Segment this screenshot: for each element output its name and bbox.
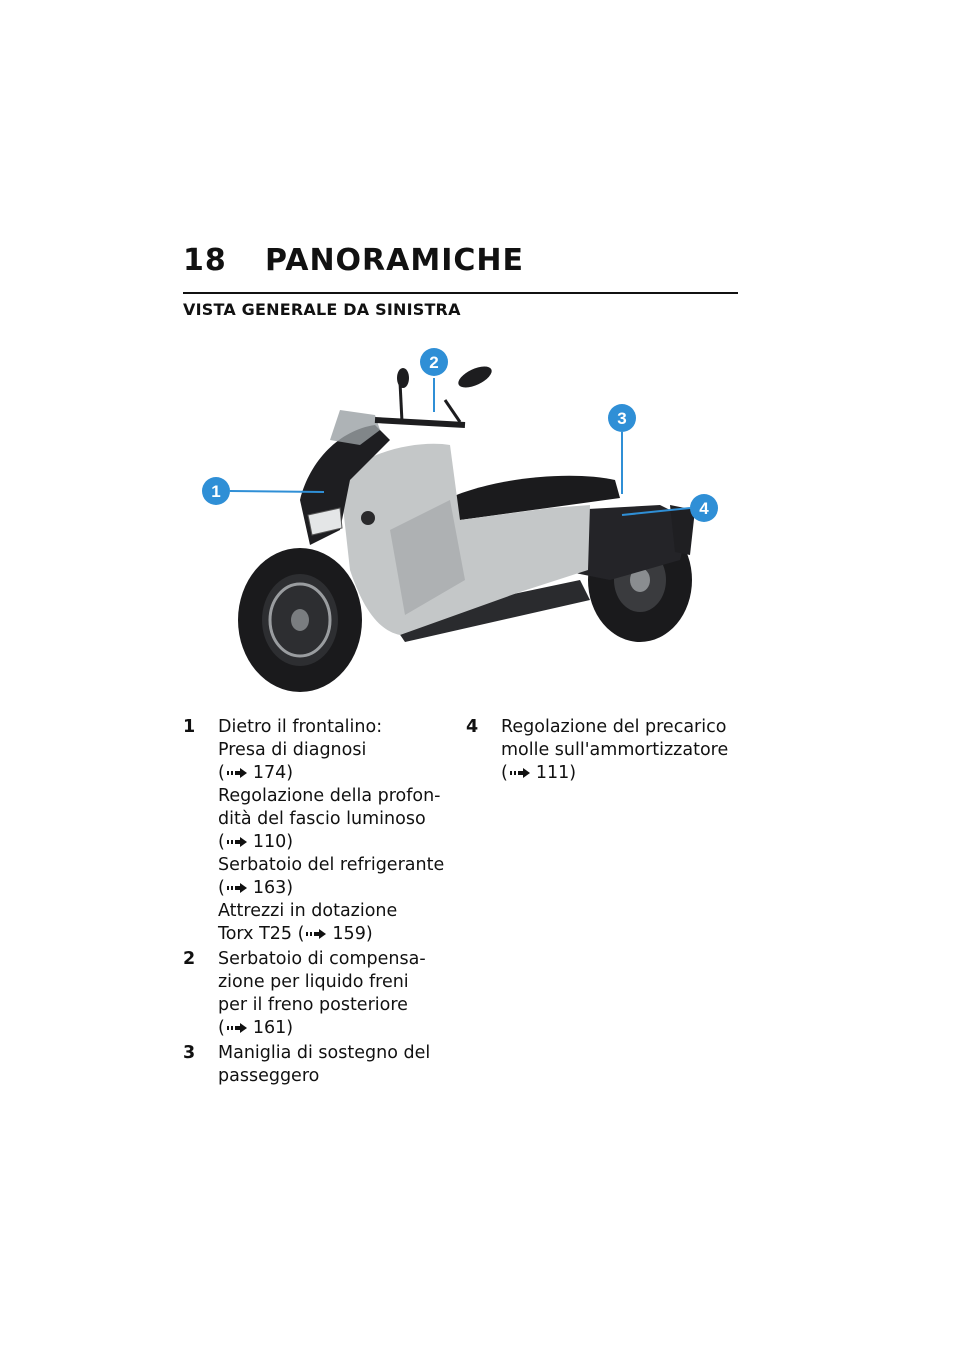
page-ref-arrow-icon <box>227 767 249 779</box>
legend-item-4 <box>466 716 736 785</box>
legend-line <box>218 971 426 994</box>
legend-line <box>218 739 444 762</box>
legend-right-column <box>466 716 736 787</box>
legend-line <box>218 948 426 971</box>
page-header <box>183 243 738 278</box>
legend-line <box>218 923 444 946</box>
legend-line-text: Serbatoio del refrigerante <box>218 855 445 875</box>
callout-1-label: 1 <box>211 482 221 501</box>
page-ref-arrow-icon <box>227 836 249 848</box>
legend-number: 3 <box>183 1043 196 1063</box>
legend-text <box>218 948 426 1040</box>
legend-item-3 <box>183 1042 433 1088</box>
header-divider <box>183 292 738 294</box>
legend-line <box>218 1065 430 1088</box>
legend-line-text: passeggero <box>218 1066 320 1086</box>
legend-line-text: Regolazione del precarico <box>501 717 727 737</box>
legend-line-text: Serbatoio di compensa- <box>218 949 426 969</box>
callout-2-label: 2 <box>429 353 439 372</box>
page-reference[interactable]: 174) <box>252 763 294 783</box>
callout-3 <box>608 404 636 432</box>
legend-line-text: Presa di diagnosi <box>218 740 367 760</box>
legend-line <box>501 716 728 739</box>
handlebar <box>375 420 465 425</box>
legend-number: 2 <box>183 949 196 969</box>
page-reference[interactable]: 110) <box>252 832 294 852</box>
front-wheel <box>238 548 362 692</box>
callout-1 <box>202 477 230 505</box>
legend-line-text: ( <box>218 763 225 783</box>
legend-line-text: molle sull'ammortizzatore <box>501 740 729 760</box>
callout-4 <box>690 494 718 522</box>
legend-line-text: zione per liquido freni <box>218 972 409 992</box>
legend-line-text: ( <box>218 1018 225 1038</box>
callout-3-label: 3 <box>617 409 627 428</box>
legend-line-text: ( <box>218 878 225 898</box>
legend-number: 4 <box>466 717 479 737</box>
legend-line-text: per il freno posteriore <box>218 995 408 1015</box>
legend-line-text: Attrezzi in dotazione <box>218 901 398 921</box>
brand-badge <box>361 511 375 525</box>
legend-item-1 <box>183 716 445 946</box>
legend-text <box>501 716 728 785</box>
legend-line <box>218 854 444 877</box>
legend-line <box>501 739 728 762</box>
legend-line <box>218 808 444 831</box>
legend-left-column <box>183 716 445 1090</box>
right-mirror-stem <box>445 400 460 422</box>
page-ref-arrow-icon <box>227 882 249 894</box>
callout-4-label: 4 <box>699 499 709 518</box>
left-mirror-stem <box>400 382 402 422</box>
page-ref-arrow-icon <box>510 767 532 779</box>
scooter-illustration <box>190 330 750 700</box>
legend-text <box>218 716 444 946</box>
page-ref-arrow-icon <box>227 1022 249 1034</box>
legend-line <box>501 762 728 785</box>
page-reference[interactable]: 111) <box>535 763 577 783</box>
legend-line-text: Torx T25 ( <box>218 924 305 944</box>
legend-line <box>218 762 444 785</box>
legend-line <box>218 716 444 739</box>
legend-line <box>218 831 444 854</box>
legend-line-text: Dietro il frontalino: <box>218 717 383 737</box>
legend-item-2 <box>183 948 433 1040</box>
legend-line <box>218 1042 430 1065</box>
legend-line <box>218 785 444 808</box>
legend-line-text: Regolazione della profon- <box>218 786 441 806</box>
legend-line-text: ( <box>501 763 508 783</box>
page-number: 18 <box>183 243 227 278</box>
section-title: VISTA GENERALE DA SINISTRA <box>183 300 461 319</box>
right-mirror <box>455 362 494 392</box>
chapter-title: PANORAMICHE <box>265 243 525 278</box>
page-ref-arrow-icon <box>306 928 328 940</box>
callout-line-1 <box>230 491 324 492</box>
legend-line-text: ( <box>218 832 225 852</box>
page-reference[interactable]: 161) <box>252 1018 294 1038</box>
page-reference[interactable]: 163) <box>252 878 294 898</box>
left-mirror <box>397 368 409 388</box>
page-reference[interactable]: 159) <box>332 924 373 944</box>
legend-text <box>218 1042 430 1088</box>
legend-line-text: dità del fascio luminoso <box>218 809 426 829</box>
legend-line <box>218 994 426 1017</box>
callout-2 <box>420 348 448 376</box>
legend-line <box>218 1017 426 1040</box>
legend-number: 1 <box>183 717 196 737</box>
legend-line-text: Maniglia di sostegno del <box>218 1043 431 1063</box>
legend-line <box>218 877 444 900</box>
legend-line <box>218 900 444 923</box>
